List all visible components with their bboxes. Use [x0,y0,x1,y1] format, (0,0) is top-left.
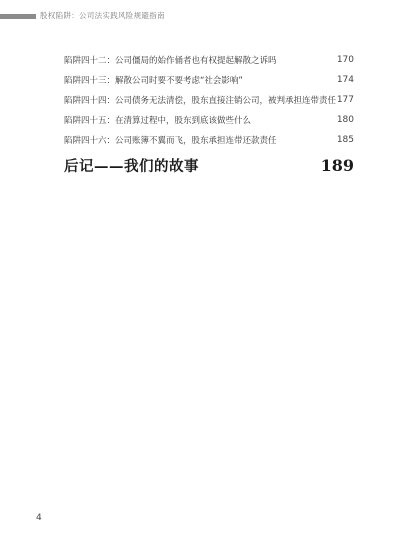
toc-entry[interactable] [64,70,354,90]
toc-entry-title: 陷阱四十二：公司僵局的始作俑者也有权提起解散之诉吗 [64,56,277,66]
table-of-contents [64,50,354,150]
toc-entry-page: 180 [336,115,354,125]
page-number: 4 [36,513,42,523]
toc-entry-title: 陷阱四十五：在清算过程中，股东到底该做些什么 [64,116,252,126]
running-header-title: 股权陷阱：公司法实践风险规避指南 [40,11,165,20]
toc-entry-page: 174 [336,75,354,85]
toc-entry[interactable] [64,110,354,130]
toc-entry[interactable] [64,50,354,70]
toc-entry-title: 陷阱四十四：公司债务无法清偿，股东直接注销公司，被判承担连带责任 [64,96,337,106]
toc-entry-title: 陷阱四十三：解散公司时要不要考虑“社会影响” [64,76,243,86]
toc-entry-page: 170 [336,55,354,65]
afterword-page: 189 [320,156,354,175]
toc-entry[interactable] [64,90,354,110]
toc-entry[interactable] [64,130,354,150]
header-accent-bar [0,14,36,19]
afterword-title: 后记——我们的故事 [64,158,199,175]
toc-entry-title: 陷阱四十六：公司账簿不翼而飞，股东承担连带还款责任 [64,136,277,146]
toc-entry-page: 185 [336,135,354,145]
afterword-entry[interactable] [64,155,354,176]
toc-entry-page: 177 [336,95,354,105]
